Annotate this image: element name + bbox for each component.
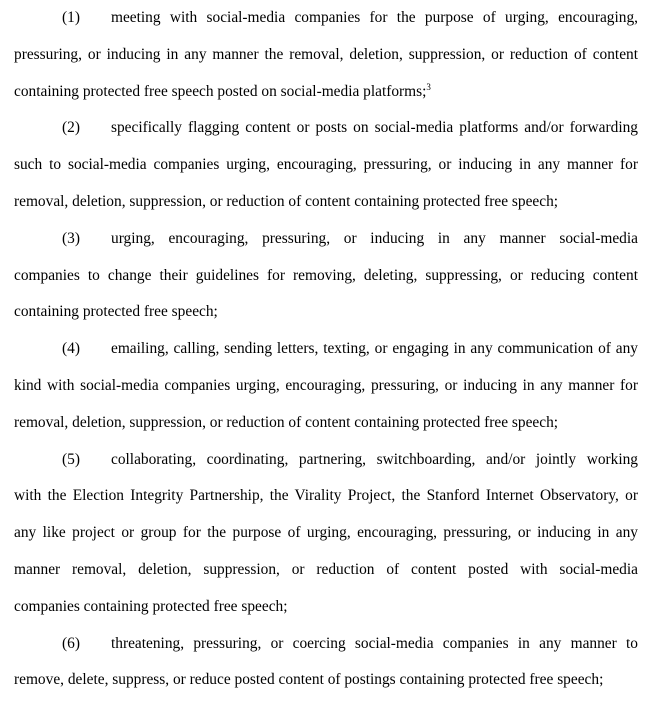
list-item-5 xyxy=(14,442,638,626)
document-page xyxy=(14,0,638,699)
item-text: removal, deletion, suppression, or reduction of content containing protected free speech; xyxy=(14,192,559,210)
item-line xyxy=(14,331,638,368)
item-line xyxy=(14,442,638,479)
item-number: (1) xyxy=(62,9,80,26)
footnote-marker[interactable]: 3 xyxy=(426,81,431,92)
item-line xyxy=(14,515,638,552)
item-line xyxy=(14,147,638,184)
list-item-2 xyxy=(14,110,638,220)
item-number: (4) xyxy=(62,340,80,358)
item-line xyxy=(14,184,638,221)
item-line xyxy=(14,221,638,258)
item-line xyxy=(14,552,638,589)
item-text: companies to change their guidelines for removing, deleting, suppressing, or reducing content xyxy=(14,266,638,284)
item-line xyxy=(14,589,638,626)
item-text: manner removal, deletion, suppression, or reduction of content posted with social-media xyxy=(14,560,638,578)
item-text: such to social-media companies urging, encouraging, pressuring, or inducing in any manner for xyxy=(14,156,638,174)
item-text: companies containing protected free speech; xyxy=(14,597,288,615)
item-text: meeting with social-media companies for the purpose of urging, encouraging, xyxy=(111,9,638,26)
item-number: (3) xyxy=(62,229,80,247)
item-line xyxy=(14,294,638,331)
item-line xyxy=(14,626,638,663)
item-line xyxy=(14,110,638,147)
item-line xyxy=(14,74,638,111)
item-text: containing protected free speech posted on social-media platforms; xyxy=(14,82,427,100)
item-text: specifically flagging content or posts on social-media platforms and/or forwarding xyxy=(111,119,638,137)
item-text: emailing, calling, sending letters, texting, or engaging in any communication of any xyxy=(111,340,638,358)
item-text: removal, deletion, suppression, or reduction of content containing protected free speech; xyxy=(14,413,559,431)
item-text: kind with social-media companies urging, encouraging, pressuring, or inducing in any manner for xyxy=(14,376,638,394)
item-text: threatening, pressuring, or coercing social-media companies in any manner to xyxy=(111,634,638,652)
item-text: collaborating, coordinating, partnering, switchboarding, and/or jointly working xyxy=(111,450,638,468)
item-line xyxy=(14,478,638,515)
item-text: urging, encouraging, pressuring, or inducing in any manner social-media xyxy=(111,229,638,247)
list-item-6 xyxy=(14,626,638,700)
item-number: (5) xyxy=(62,450,80,468)
list-item-4 xyxy=(14,331,638,441)
list-item-3 xyxy=(14,221,638,331)
item-line xyxy=(14,662,638,699)
item-text: with the Election Integrity Partnership, the Virality Project, the Stanford Internet Observatory, or xyxy=(14,487,638,505)
item-line xyxy=(14,37,638,74)
item-text: remove, delete, suppress, or reduce posted content of postings containing protected free speech; xyxy=(14,671,604,689)
item-text: any like project or group for the purpose of urging, encouraging, pressuring, or inducing in any xyxy=(14,524,638,542)
item-line xyxy=(14,405,638,442)
item-line xyxy=(14,0,638,37)
list-item-1 xyxy=(14,0,638,110)
item-line xyxy=(14,368,638,405)
item-line xyxy=(14,258,638,295)
item-number: (6) xyxy=(62,634,80,652)
item-number: (2) xyxy=(62,119,80,137)
item-text: containing protected free speech; xyxy=(14,303,218,321)
item-text: pressuring, or inducing in any manner the removal, deletion, suppression, or reduction of content xyxy=(14,45,638,63)
